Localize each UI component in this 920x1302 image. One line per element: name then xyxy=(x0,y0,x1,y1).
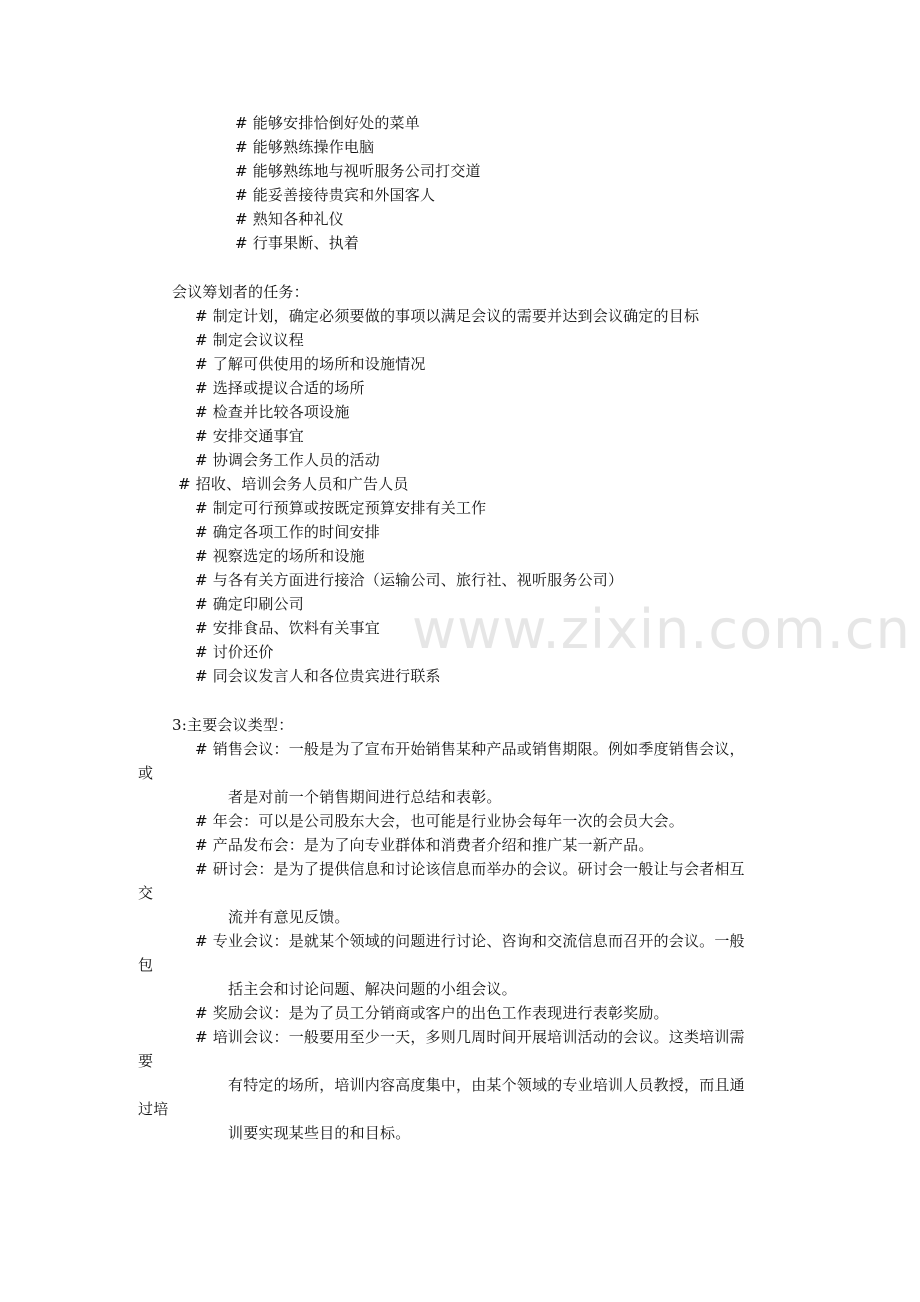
task-item: # 协调会务工作人员的活动 xyxy=(195,451,380,469)
type-item-continuation: 者是对前一个销售期间进行总结和表彰。 xyxy=(228,788,502,806)
task-item: # 同会议发言人和各位贵宾进行联系 xyxy=(195,667,441,685)
task-item: # 了解可供使用的场所和设施情况 xyxy=(195,355,426,373)
type-item: # 年会：可以是公司股东大会，也可能是行业协会每年一次的会员大会。 xyxy=(195,812,684,830)
quality-item: # 能够熟练操作电脑 xyxy=(235,138,375,156)
quality-item: # 熟知各种礼仪 xyxy=(235,210,344,228)
type-item-wrap: 交 xyxy=(138,884,154,902)
quality-item: # 行事果断、执着 xyxy=(235,234,360,252)
type-item-continuation: 流并有意见反馈。 xyxy=(228,908,350,926)
types-heading: 3:主要会议类型： xyxy=(172,716,294,734)
type-item-continuation: 训要实现某些目的和目标。 xyxy=(228,1124,411,1142)
task-item: # 制定计划，确定必须要做的事项以满足会议的需要并达到会议确定的目标 xyxy=(195,307,700,325)
task-item: # 安排食品、饮料有关事宜 xyxy=(195,619,380,637)
type-item-wrap: 过培 xyxy=(138,1100,169,1118)
watermark: www.zixin.com.cn xyxy=(412,598,911,661)
task-item: # 制定会议议程 xyxy=(195,331,304,349)
task-item: # 确定印刷公司 xyxy=(195,595,304,613)
type-item: # 专业会议：是就某个领域的问题进行讨论、咨询和交流信息而召开的会议。一般 xyxy=(195,932,745,950)
task-item: # 安排交通事宜 xyxy=(195,427,304,445)
type-item-continuation: 括主会和讨论问题、解决问题的小组会议。 xyxy=(228,980,517,998)
type-item: # 培训会议：一般要用至少一天，多则几周时间开展培训活动的会议。这类培训需 xyxy=(195,1028,745,1046)
task-item: # 讨价还价 xyxy=(195,643,274,661)
type-item: # 产品发布会：是为了向专业群体和消费者介绍和推广某一新产品。 xyxy=(195,836,654,854)
quality-item: # 能够熟练地与视听服务公司打交道 xyxy=(235,162,481,180)
task-item: # 视察选定的场所和设施 xyxy=(195,547,365,565)
task-item: # 制定可行预算或按既定预算安排有关工作 xyxy=(195,499,487,517)
task-item: # 检查并比较各项设施 xyxy=(195,403,350,421)
type-item-wrap: 包 xyxy=(138,956,154,974)
task-item: # 确定各项工作的时间安排 xyxy=(195,523,380,541)
type-item-continuation: 有特定的场所，培训内容高度集中，由某个领域的专业培训人员教授，而且通 xyxy=(228,1076,745,1094)
planner-heading: 会议筹划者的任务： xyxy=(172,283,309,301)
type-item-wrap: 或 xyxy=(138,764,154,782)
type-item: # 研讨会：是为了提供信息和讨论该信息而举办的会议。研讨会一般让与会者相互 xyxy=(195,860,745,878)
task-item: # 招收、培训会务人员和广告人员 xyxy=(178,475,409,493)
task-item: # 与各有关方面进行接洽（运输公司、旅行社、视听服务公司） xyxy=(195,571,624,589)
type-item: # 销售会议：一般是为了宣布开始销售某种产品或销售期限。例如季度销售会议， xyxy=(195,740,745,758)
type-item-wrap: 要 xyxy=(138,1052,154,1070)
task-item: # 选择或提议合适的场所 xyxy=(195,379,365,397)
quality-item: # 能妥善接待贵宾和外国客人 xyxy=(235,186,436,204)
type-item: # 奖励会议：是为了员工分销商或客户的出色工作表现进行表彰奖励。 xyxy=(195,1004,669,1022)
quality-item: # 能够安排恰倒好处的菜单 xyxy=(235,114,420,132)
